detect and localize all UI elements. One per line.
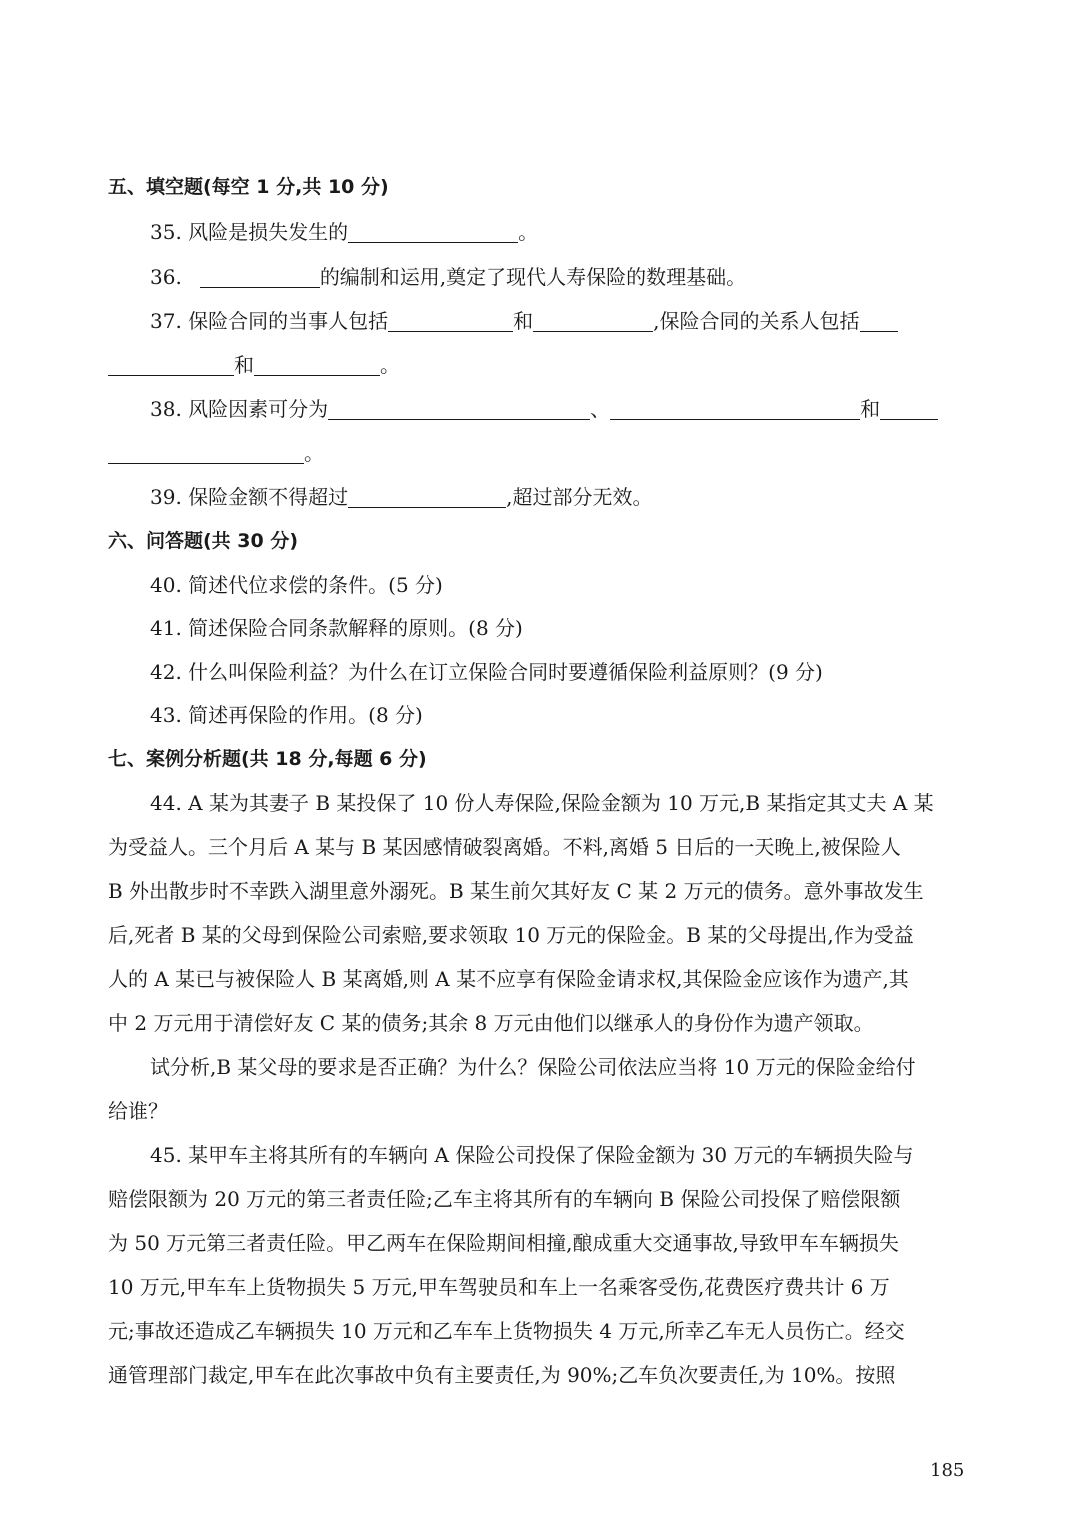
paragraph-line: 赔偿限额为 20 万元的第三者责任险;乙车主将其所有的车辆向 B 保险公司投保了赔偿限额: [108, 1187, 901, 1211]
answer-blank: [348, 487, 506, 508]
question-39: [150, 484, 653, 510]
answer-blank: [254, 355, 380, 376]
answer-blank: [348, 222, 518, 243]
question-38-sep: 、: [590, 397, 611, 421]
answer-blank: [388, 311, 513, 332]
answer-blank: [610, 399, 860, 420]
paragraph-line: 10 万元,甲车车上货物损失 5 万元,甲车驾驶员和车上一名乘客受伤,花费医疗费共计 6 万: [108, 1275, 890, 1299]
answer-blank: [860, 311, 898, 332]
answer-blank: [200, 267, 320, 288]
question-38-text: 38. 风险因素可分为: [150, 397, 329, 421]
question-41: 41. 简述保险合同条款解释的原则。(8 分): [150, 616, 523, 640]
question-35-end: 。: [518, 220, 539, 244]
question-40: 40. 简述代位求偿的条件。(5 分): [150, 573, 443, 597]
question-36-number: 36.: [150, 265, 182, 289]
question-37-end: 。: [380, 353, 400, 377]
question-38-end: 。: [304, 441, 324, 465]
paragraph-line: 为 50 万元第三者责任险。甲乙两车在保险期间相撞,酿成重大交通事故,导致甲车车辆损失: [108, 1231, 899, 1255]
paragraph-line: 元;事故还造成乙车辆损失 10 万元和乙车车上货物损失 4 万元,所幸乙车无人员伤亡。经交: [108, 1319, 905, 1343]
paragraph-line: 给谁？: [108, 1099, 168, 1123]
paragraph-line: 中 2 万元用于清偿好友 C 某的债务;其余 8 万元由他们以继承人的身份作为遗产领取。: [108, 1011, 874, 1035]
question-36-text: 的编制和运用,奠定了现代人寿保险的数理基础。: [319, 265, 747, 289]
question-37-mid: ,保险合同的关系人包括: [653, 309, 860, 333]
question-35-text: 35. 风险是损失发生的: [150, 220, 349, 244]
question-39-end: ,超过部分无效。: [506, 485, 653, 509]
question-38: [150, 396, 938, 422]
question-37-continued: [108, 352, 400, 378]
question-38-continued: [108, 440, 324, 466]
section-7-heading: 七、案例分析题(共 18 分,每题 6 分): [108, 748, 427, 770]
paragraph-line: 后,死者 B 某的父母到保险公司索赔,要求领取 10 万元的保险金。B 某的父母提出,作为受益: [108, 923, 914, 947]
question-37: [150, 308, 898, 334]
question-42: 42. 什么叫保险利益？为什么在订立保险合同时要遵循保险利益原则？(9 分): [150, 660, 823, 684]
question-37-and-2: 和: [234, 353, 254, 377]
question-36: [150, 264, 746, 290]
section-5-heading: 五、填空题(每空 1 分,共 10 分): [108, 176, 389, 198]
paragraph-line: 通管理部门裁定,甲车在此次事故中负有主要责任,为 90%;乙车负次要责任,为 10%。按照: [108, 1363, 896, 1387]
paragraph-line: B 外出散步时不幸跌入湖里意外溺死。B 某生前欠其好友 C 某 2 万元的债务。意外事故发生: [108, 879, 924, 903]
paragraph-line: 人的 A 某已与被保险人 B 某离婚,则 A 某不应享有保险金请求权,其保险金应该作为遗产,其: [108, 967, 909, 991]
question-37-text: 37. 保险合同的当事人包括: [150, 309, 389, 333]
question-37-and: 和: [513, 309, 534, 333]
paragraph-line: 44. A 某为其妻子 B 某投保了 10 份人寿保险,保险金额为 10 万元,B 某指定其丈夫 A 某: [150, 791, 934, 815]
answer-blank: [880, 399, 938, 420]
answer-blank: [328, 399, 590, 420]
paragraph-line: 45. 某甲车主将其所有的车辆向 A 保险公司投保了保险金额为 30 万元的车辆损失险与: [150, 1143, 914, 1167]
answer-blank: [108, 355, 234, 376]
question-39-text: 39. 保险金额不得超过: [150, 485, 349, 509]
question-43: 43. 简述再保险的作用。(8 分): [150, 703, 423, 727]
question-38-and: 和: [860, 397, 881, 421]
paragraph-line: 为受益人。三个月后 A 某与 B 某因感情破裂离婚。不料,离婚 5 日后的一天晚上,被保险人: [108, 835, 901, 859]
section-6-heading: 六、问答题(共 30 分): [108, 530, 299, 552]
paragraph-line: 试分析,B 某父母的要求是否正确？为什么？保险公司依法应当将 10 万元的保险金给付: [150, 1055, 916, 1079]
page-number: 185: [930, 1460, 965, 1481]
answer-blank: [533, 311, 653, 332]
question-35: [150, 219, 538, 245]
answer-blank: [108, 443, 304, 464]
